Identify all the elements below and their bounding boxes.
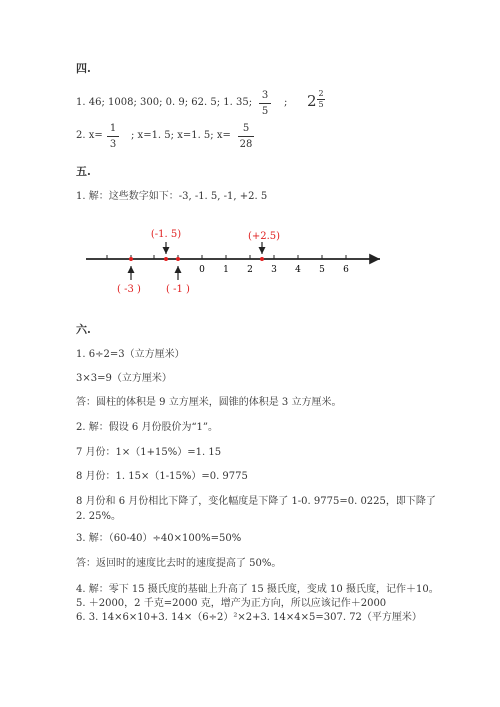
answer-line: 3×3=9（立方厘米）	[76, 373, 172, 384]
point-minus-1-5	[164, 257, 168, 261]
point-minus-1	[176, 257, 180, 261]
answer-line: 4. 解：零下 15 摄氏度的基础上升高了 15 摄氏度，变成 10 摄氏度，记作＋10。	[76, 584, 439, 595]
number-line	[80, 222, 390, 300]
fraction-3-5	[259, 90, 271, 117]
label-minus-1-5: (-1. 5)	[150, 229, 182, 240]
section4-heading: 四.	[76, 62, 91, 75]
tick-label: 0	[199, 265, 205, 275]
section4-answer-line2-start: 2. x=	[76, 130, 103, 141]
answer-line: 1. 6÷2=3（立方厘米）	[76, 349, 185, 360]
label-minus-1: ( -1 )	[166, 284, 190, 295]
answer-line: 8 月份和 6 月份相比下降了，变化幅度是下降了 1-0. 9775=0. 0225，即下降了 2. 25%。	[76, 496, 436, 522]
separator: ;	[284, 97, 288, 108]
answer-line: 答：圆柱的体积是 9 立方厘米，圆锥的体积是 3 立方厘米。	[76, 397, 342, 408]
mixed-number-fraction: 2 5	[318, 89, 324, 109]
tick-label: 5	[319, 265, 325, 275]
section4-answer-line2-mid: ; x=1. 5; x=1. 5; x=	[131, 130, 231, 141]
answer-line: 2. 解：假设 6 月份股价为“1”。	[76, 422, 219, 433]
answer-line: 3. 解：（60-40）÷40×100%=50%	[76, 533, 242, 544]
section5-answer-line1: 1. 解：这些数字如下：-3, -1. 5, -1, +2. 5	[76, 191, 268, 202]
tick-label: 4	[295, 265, 301, 275]
point-plus-2-5	[260, 257, 264, 261]
label-plus-2-5: (+2.5)	[247, 231, 281, 242]
tick-label: 6	[343, 265, 349, 275]
label-minus-3: ( -3 )	[117, 284, 141, 295]
point-minus-3	[129, 257, 133, 261]
tick-label: 3	[271, 265, 277, 275]
fraction-denominator: 5	[261, 106, 269, 117]
tick-label: 2	[247, 265, 253, 275]
section4-answer-line1: 1. 46; 1008; 300; 0. 9; 62. 5; 1. 35;	[76, 97, 253, 108]
fraction-1-3: 1 3	[107, 123, 119, 150]
section5-heading: 五.	[76, 165, 91, 178]
fraction-5-28: 5 28	[239, 123, 253, 150]
answer-line: 5. ＋2000，2 千克=2000 克，增产为正方向，所以应该记作＋2000	[76, 598, 387, 609]
fraction-numerator: 3	[261, 90, 269, 101]
tick-label: 1	[223, 265, 229, 275]
mixed-number-whole: 2	[307, 92, 317, 110]
section6-heading: 六.	[76, 323, 91, 336]
answer-line: 7 月份：1×（1+15%）=1. 15	[76, 447, 222, 458]
answer-line: 6. 3. 14×6×10+3. 14×（6÷2）²×2+3. 14×4×5=307. 72（平方厘米）	[76, 612, 422, 623]
answer-line: 8 月份：1. 15×（1-15%）=0. 9775	[76, 471, 248, 482]
answer-line: 答：返回时的速度比去时的速度提高了 50%。	[76, 558, 282, 569]
